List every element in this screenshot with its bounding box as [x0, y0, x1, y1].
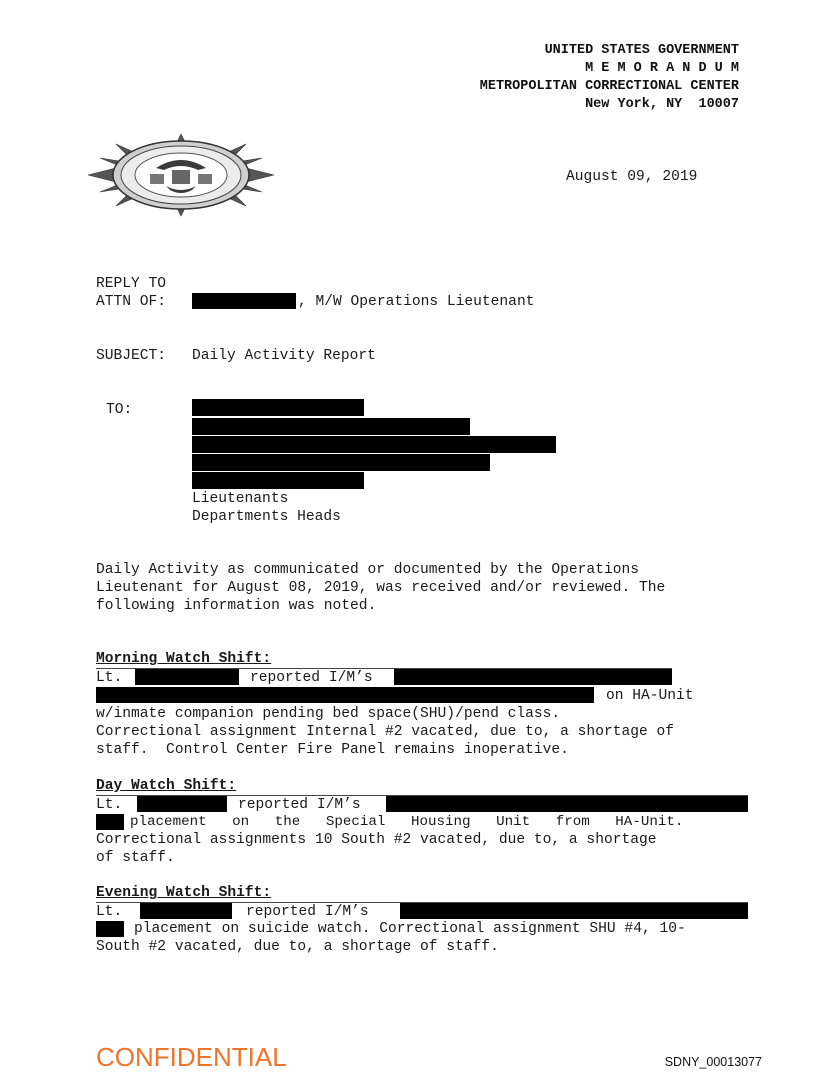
attn-label: ATTN OF:	[96, 294, 167, 310]
doj-seal-logo	[86, 132, 276, 218]
morning-line-3: staff. Control Center Fire Panel remains inoperative.	[96, 742, 569, 758]
redaction-day-detail	[96, 814, 124, 830]
to-label: TO:	[106, 402, 133, 418]
header-line-4: New York, NY 10007	[585, 97, 739, 112]
day-reported: reported I/M’s	[238, 797, 361, 813]
evening-line-1: South #2 vacated, due to, a shortage of staff.	[96, 939, 499, 955]
day-placement-line: placement on the Special Housing Unit from HA-Unit.	[130, 814, 684, 830]
header-line-3: METROPOLITAN CORRECTIONAL CENTER	[479, 79, 739, 94]
day-line-1: Correctional assignments 10 South #2 vacated, due to, a shortage	[96, 832, 657, 848]
redaction-recipient-4	[192, 454, 490, 471]
redaction-recipient-1	[192, 399, 364, 416]
redaction-day-lt-name	[137, 796, 227, 812]
subject-label: SUBJECT:	[96, 348, 167, 364]
subject-value: Daily Activity Report	[192, 348, 376, 364]
reply-to-label: REPLY TO	[96, 276, 167, 292]
intro-line-2: Lieutenant for August 08, 2019, was received and/or reviewed. The	[96, 580, 666, 596]
morning-line-2: Correctional assignment Internal #2 vacated, due to, a shortage of	[96, 724, 675, 740]
memo-date: August 09, 2019	[566, 169, 698, 185]
confidential-stamp: CONFIDENTIAL	[96, 1042, 287, 1072]
redaction-recipient-3	[192, 436, 556, 453]
header-line-1: UNITED STATES GOVERNMENT	[544, 43, 739, 58]
header-line-2: M E M O R A N D U M	[585, 61, 739, 76]
redaction-morning-detail	[96, 687, 594, 703]
redaction-evening-lt-name	[140, 903, 232, 919]
redaction-evening-inmate	[400, 903, 748, 919]
attn-title: , M/W Operations Lieutenant	[298, 294, 535, 310]
redaction-morning-inmate	[394, 669, 672, 685]
evening-reported: reported I/M’s	[246, 904, 369, 920]
day-lt-label: Lt.	[96, 797, 123, 813]
morning-reported: reported I/M’s	[250, 670, 373, 686]
recipient-department-heads: Departments Heads	[192, 509, 341, 525]
evening-placement-line: placement on suicide watch. Correctional assignment SHU #4, 10-	[134, 921, 686, 937]
redaction-morning-lt-name	[135, 669, 239, 685]
morning-line-1: w/inmate companion pending bed space(SHU)/pend class.	[96, 706, 561, 722]
intro-line-3: following information was noted.	[96, 598, 377, 614]
morning-on-unit: on HA-Unit	[606, 688, 694, 704]
evening-shift-title: Evening Watch Shift:	[96, 885, 272, 901]
bates-number: SDNY_00013077	[664, 1055, 762, 1069]
redaction-evening-detail	[96, 921, 124, 937]
morning-shift-title: Morning Watch Shift:	[96, 651, 272, 667]
day-shift-title: Day Watch Shift:	[96, 778, 237, 794]
day-line-2: of staff.	[96, 850, 175, 866]
intro-line-1: Daily Activity as communicated or documented by the Operations	[96, 562, 639, 578]
redaction-attn-name	[192, 293, 296, 309]
recipient-lieutenants: Lieutenants	[192, 491, 289, 507]
redaction-recipient-5	[192, 472, 364, 489]
redaction-recipient-2	[192, 418, 470, 435]
evening-lt-label: Lt.	[96, 904, 123, 920]
redaction-day-inmate	[386, 796, 748, 812]
morning-lt-label: Lt.	[96, 670, 123, 686]
memo-header	[480, 42, 739, 114]
